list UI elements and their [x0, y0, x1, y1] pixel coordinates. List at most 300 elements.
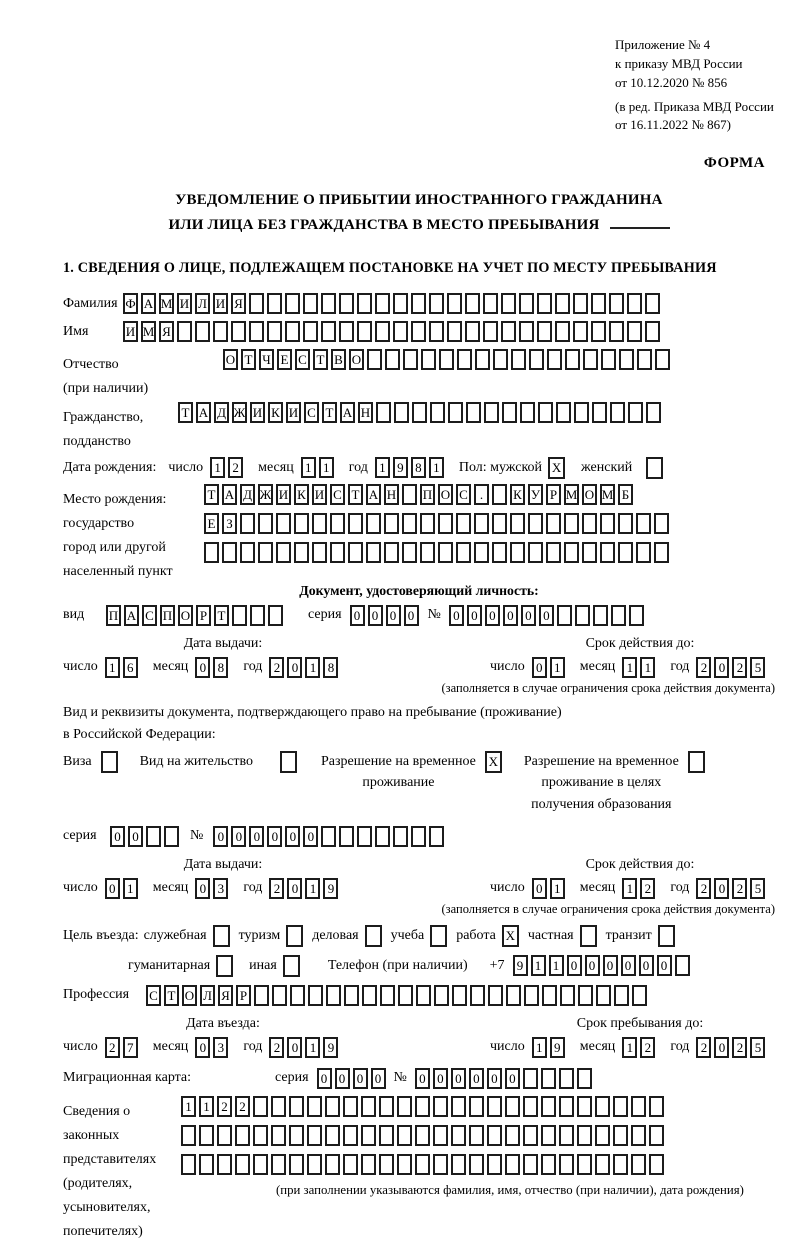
char-cell: В [331, 349, 346, 370]
validity-note: (заполняется в случае ограничения срока действия документа) [441, 901, 775, 916]
profession-row [63, 985, 775, 1006]
representatives-note: (при заполнении указываются фамилия, имя, отчество (при наличии), дата рождения) [276, 1182, 744, 1197]
char-cell [466, 402, 481, 423]
char-cell: 0 [657, 955, 672, 976]
char-cell [564, 542, 579, 563]
char-cell: 8 [213, 657, 228, 678]
char-cell [375, 293, 390, 314]
char-cell: 2 [269, 657, 284, 678]
char-cell: 0 [105, 878, 120, 899]
char-cell [519, 293, 534, 314]
char-cell [357, 321, 372, 342]
char-cell [177, 321, 192, 342]
char-cell [510, 542, 525, 563]
char-cell [575, 605, 590, 626]
name-cells [123, 321, 663, 342]
id-doc-seriya-label: серия [308, 607, 342, 623]
char-cell: К [268, 402, 283, 423]
char-cell [416, 985, 431, 1006]
char-cell [469, 1125, 484, 1146]
vid-zhitelstvo-option [140, 751, 297, 773]
char-cell: М [600, 484, 615, 505]
char-cell: П [420, 484, 435, 505]
char-cell [577, 1154, 592, 1175]
stay-day-cells [532, 1037, 568, 1058]
surname-label: Фамилия [63, 295, 118, 311]
purpose-option-turizm [239, 925, 304, 947]
char-cell: 9 [513, 955, 528, 976]
birthplace-cells-row3 [204, 542, 672, 563]
char-cell: 0 [714, 657, 729, 678]
char-cell [375, 321, 390, 342]
char-cell [484, 402, 499, 423]
char-cell [272, 985, 287, 1006]
birthplace-label-line1: Место рождения: [63, 491, 167, 507]
char-cell [541, 1068, 556, 1089]
resid-doc-text1: Вид и реквизиты документа, подтверждающего право на пребывание (проживание) [63, 704, 562, 720]
char-cell [366, 542, 381, 563]
char-cell: Т [164, 985, 179, 1006]
char-cell: 8 [323, 657, 338, 678]
header-subline: от 16.11.2022 № 867) [615, 117, 732, 133]
char-cell: 9 [323, 1037, 338, 1058]
char-cell [627, 293, 642, 314]
char-cell [321, 293, 336, 314]
entry-date-col [63, 1016, 490, 1058]
char-cell [654, 542, 669, 563]
entry-dates [63, 1016, 775, 1058]
char-cell [593, 605, 608, 626]
char-cell [506, 985, 521, 1006]
char-cell [258, 542, 273, 563]
char-cell: 5 [750, 1037, 765, 1058]
option-label: гуманитарная [128, 957, 211, 973]
char-cell [285, 321, 300, 342]
char-cell [213, 321, 228, 342]
char-cell [487, 1154, 502, 1175]
char-cell: Б [618, 484, 633, 505]
char-cell [361, 1154, 376, 1175]
char-cell: О [582, 484, 597, 505]
representatives-labels [63, 1096, 181, 1243]
citizenship-label-line1: Гражданство, [63, 409, 144, 425]
char-cell [611, 605, 626, 626]
phone-label: Телефон (при наличии) [327, 957, 468, 973]
char-cell [348, 513, 363, 534]
patronymic-cells [223, 349, 673, 370]
char-cell [645, 321, 660, 342]
char-cell [271, 1154, 286, 1175]
char-cell [613, 1096, 628, 1117]
char-cell [452, 985, 467, 1006]
char-cell: С [304, 402, 319, 423]
char-cell [614, 985, 629, 1006]
char-cell: 1 [301, 457, 316, 478]
entry-day-cells [105, 1037, 141, 1058]
char-cell [541, 1154, 556, 1175]
option-checkbox [658, 925, 675, 947]
citizenship-row [63, 402, 775, 453]
birthplace-label-line3: город или другой [63, 539, 166, 555]
char-cell [493, 349, 508, 370]
char-cell [271, 1096, 286, 1117]
char-cell [439, 349, 454, 370]
char-cell: 0 [449, 605, 464, 626]
char-cell [393, 321, 408, 342]
char-cell: 2 [269, 878, 284, 899]
char-cell [294, 542, 309, 563]
char-cell: П [106, 605, 121, 626]
char-cell [429, 321, 444, 342]
char-cell [600, 542, 615, 563]
char-cell: 1 [319, 457, 334, 478]
char-cell: 0 [451, 1068, 466, 1089]
char-cell [645, 293, 660, 314]
id-doc-seriya-cells [350, 605, 422, 626]
resid-valid-year-cells [696, 878, 768, 899]
char-cell [393, 293, 408, 314]
option-label: деловая [312, 927, 359, 943]
char-cell [379, 1154, 394, 1175]
char-cell [271, 1125, 286, 1146]
char-cell [583, 349, 598, 370]
birthplace-label-line2: государство [63, 515, 135, 531]
char-cell: А [222, 484, 237, 505]
char-cell [483, 321, 498, 342]
option-label: транзит [605, 927, 652, 943]
valid-day-cells [532, 657, 568, 678]
char-cell: Д [214, 402, 229, 423]
surname-cells [123, 293, 663, 314]
char-cell [294, 513, 309, 534]
char-cell: Р [236, 985, 251, 1006]
char-cell [379, 1125, 394, 1146]
resid-doc-seriya-row [63, 826, 775, 847]
char-cell: З [222, 513, 237, 534]
resid-doc-text2: в Российской Федерации: [63, 726, 216, 742]
char-cell: Д [240, 484, 255, 505]
birthplace-row [63, 484, 775, 583]
char-cell: Я [231, 293, 246, 314]
char-cell: О [223, 349, 238, 370]
char-cell [433, 1096, 448, 1117]
char-cell: 2 [696, 878, 711, 899]
char-cell: 2 [269, 1037, 284, 1058]
header-subline: (в ред. Приказа МВД России [615, 98, 774, 114]
char-cell: А [124, 605, 139, 626]
char-cell [528, 513, 543, 534]
char-cell [591, 321, 606, 342]
option-checkbox [213, 925, 230, 947]
char-cell [204, 542, 219, 563]
char-cell: 0 [287, 1037, 302, 1058]
birthdate-row [63, 457, 775, 479]
char-cell: 1 [210, 457, 225, 478]
char-cell [325, 1096, 340, 1117]
option-label: иная [249, 957, 277, 973]
char-cell [258, 513, 273, 534]
char-cell: 2 [640, 878, 655, 899]
char-cell [537, 321, 552, 342]
char-cell [379, 1096, 394, 1117]
char-cell [632, 985, 647, 1006]
representatives-label-line6: попечителях) [63, 1223, 143, 1239]
profession-cells [146, 985, 650, 1006]
resid-valid-month-cells [622, 878, 658, 899]
char-cell [447, 321, 462, 342]
char-cell: 1 [550, 878, 565, 899]
char-cell: 0 [503, 605, 518, 626]
char-cell: 0 [485, 605, 500, 626]
char-cell: 1 [622, 1037, 637, 1058]
char-cell [613, 1154, 628, 1175]
char-cell: 1 [105, 657, 120, 678]
char-cell [199, 1125, 214, 1146]
char-cell: И [312, 484, 327, 505]
char-cell: 0 [714, 878, 729, 899]
char-cell: 0 [317, 1068, 332, 1089]
char-cell: Ж [232, 402, 247, 423]
birthplace-cells-row1 [204, 484, 672, 505]
char-cell [307, 1096, 322, 1117]
char-cell [343, 1096, 358, 1117]
birthplace-label-line4: населенный пункт [63, 563, 173, 579]
citizenship-label-line2: подданство [63, 433, 131, 449]
char-cell: Т [322, 402, 337, 423]
char-cell: П [160, 605, 175, 626]
char-cell: Н [358, 402, 373, 423]
char-cell [577, 1125, 592, 1146]
month-label: месяц [579, 880, 616, 896]
char-cell [541, 1096, 556, 1117]
char-cell [429, 293, 444, 314]
rvp-education-label-line1: Разрешение на временное [523, 753, 679, 769]
char-cell [285, 293, 300, 314]
char-cell [434, 985, 449, 1006]
rvp-label-line1: Разрешение на временное [320, 753, 476, 769]
char-cell [394, 402, 409, 423]
char-cell: 0 [585, 955, 600, 976]
char-cell [411, 826, 426, 847]
char-cell [546, 513, 561, 534]
char-cell: 0 [231, 826, 246, 847]
char-cell [330, 542, 345, 563]
char-cell: 2 [228, 457, 243, 478]
char-cell [217, 1125, 232, 1146]
char-cell [474, 513, 489, 534]
day-label: число [490, 880, 525, 896]
char-cell: Я [159, 321, 174, 342]
char-cell [312, 542, 327, 563]
char-cell [357, 293, 372, 314]
char-cell [505, 1125, 520, 1146]
char-cell [636, 513, 651, 534]
char-cell [451, 1154, 466, 1175]
char-cell [573, 293, 588, 314]
char-cell [511, 349, 526, 370]
resid-num-label: № [190, 828, 204, 844]
char-cell: Т [241, 349, 256, 370]
char-cell [451, 1096, 466, 1117]
char-cell: Т [178, 402, 193, 423]
char-cell: Ж [258, 484, 273, 505]
char-cell [380, 985, 395, 1006]
id-doc-dates [63, 636, 775, 678]
char-cell [502, 402, 517, 423]
char-cell: 2 [235, 1096, 250, 1117]
char-cell [361, 1096, 376, 1117]
char-cell: 7 [123, 1037, 138, 1058]
char-cell: А [141, 293, 156, 314]
char-cell: У [528, 484, 543, 505]
char-cell: 1 [550, 657, 565, 678]
char-cell [505, 1096, 520, 1117]
char-cell [253, 1125, 268, 1146]
purpose-option-inaya [249, 955, 300, 977]
representatives-cells-block [181, 1096, 744, 1198]
char-cell [601, 349, 616, 370]
char-cell [199, 1154, 214, 1175]
char-cell: 2 [696, 1037, 711, 1058]
valid-until-heading: Срок действия до: [585, 635, 695, 651]
char-cell [384, 513, 399, 534]
char-cell [510, 513, 525, 534]
char-cell [524, 985, 539, 1006]
stay-until-heading: Срок пребывания до: [576, 1015, 704, 1031]
char-cell [470, 985, 485, 1006]
char-cell [268, 605, 283, 626]
stay-until-group [490, 1037, 780, 1058]
year-label: год [243, 1039, 263, 1055]
char-cell [420, 542, 435, 563]
stay-year-cells [696, 1037, 768, 1058]
char-cell [505, 1154, 520, 1175]
char-cell [595, 1125, 610, 1146]
char-cell [289, 1154, 304, 1175]
char-cell [412, 402, 427, 423]
char-cell [627, 321, 642, 342]
char-cell [582, 542, 597, 563]
char-cell: 0 [714, 1037, 729, 1058]
char-cell: 1 [305, 657, 320, 678]
char-cell [474, 542, 489, 563]
option-label: учеба [390, 927, 425, 943]
representatives-row [63, 1096, 775, 1243]
char-cell: Е [204, 513, 219, 534]
char-cell: 1 [622, 878, 637, 899]
char-cell [415, 1096, 430, 1117]
char-cell [267, 293, 282, 314]
char-cell: 0 [213, 826, 228, 847]
char-cell: 0 [287, 657, 302, 678]
phone-cells [513, 955, 693, 976]
option-checkbox [365, 925, 382, 947]
char-cell: 1 [375, 457, 390, 478]
char-cell [376, 402, 391, 423]
char-cell [631, 1096, 646, 1117]
sex-male-label: Пол: мужской [458, 459, 543, 475]
char-cell [357, 826, 372, 847]
birth-month-cells [301, 457, 337, 478]
valid-month-cells [622, 657, 658, 678]
char-cell [325, 1154, 340, 1175]
char-cell: С [456, 484, 471, 505]
entry-month-cells [195, 1037, 231, 1058]
char-cell [592, 402, 607, 423]
char-cell: 0 [249, 826, 264, 847]
char-cell [290, 985, 305, 1006]
char-cell: 2 [732, 878, 747, 899]
char-cell [523, 1096, 538, 1117]
char-cell [307, 1154, 322, 1175]
option-checkbox [580, 925, 597, 947]
char-cell [397, 1125, 412, 1146]
patronymic-label-line1: Отчество [63, 356, 119, 372]
char-cell [559, 1154, 574, 1175]
resid-num-cells [213, 826, 447, 847]
char-cell [429, 826, 444, 847]
char-cell [402, 484, 417, 505]
char-cell [600, 513, 615, 534]
forma-label: ФОРМА [703, 155, 765, 172]
char-cell: 0 [386, 605, 401, 626]
char-cell [393, 826, 408, 847]
char-cell [538, 402, 553, 423]
char-cell [307, 1125, 322, 1146]
char-cell [488, 985, 503, 1006]
char-cell [649, 1125, 664, 1146]
month-label: месяц [152, 1039, 189, 1055]
resid-doc-dates [63, 857, 775, 899]
char-cell [402, 513, 417, 534]
char-cell [564, 513, 579, 534]
resid-issue-col [63, 857, 490, 899]
char-cell [344, 985, 359, 1006]
char-cell: 5 [750, 878, 765, 899]
id-doc-valid-col [490, 636, 790, 678]
day-label: число [63, 880, 98, 896]
char-cell [289, 1125, 304, 1146]
char-cell: 0 [603, 955, 618, 976]
char-cell [367, 349, 382, 370]
form-title [63, 188, 775, 238]
migration-card-row [63, 1068, 775, 1089]
char-cell [343, 1154, 358, 1175]
char-cell [339, 826, 354, 847]
char-cell [308, 985, 323, 1006]
char-cell: И [213, 293, 228, 314]
char-cell [631, 1154, 646, 1175]
char-cell [636, 542, 651, 563]
header-line: от 10.12.2020 № 856 [615, 74, 728, 90]
char-cell: И [286, 402, 301, 423]
option-label: частная [527, 927, 574, 943]
resid-issue-month-cells [195, 878, 231, 899]
char-cell [541, 1125, 556, 1146]
char-cell [646, 402, 661, 423]
char-cell [469, 1154, 484, 1175]
char-cell [492, 484, 507, 505]
purpose-option-rabota [456, 925, 519, 947]
purpose-label: Цель въезда: [63, 927, 139, 943]
char-cell [475, 349, 490, 370]
char-cell: 1 [305, 878, 320, 899]
rvp-education-label-line3: получения образования [531, 797, 672, 813]
char-cell [411, 293, 426, 314]
char-cell [385, 349, 400, 370]
char-cell [253, 1096, 268, 1117]
sex-male-checkbox: X [548, 457, 565, 479]
